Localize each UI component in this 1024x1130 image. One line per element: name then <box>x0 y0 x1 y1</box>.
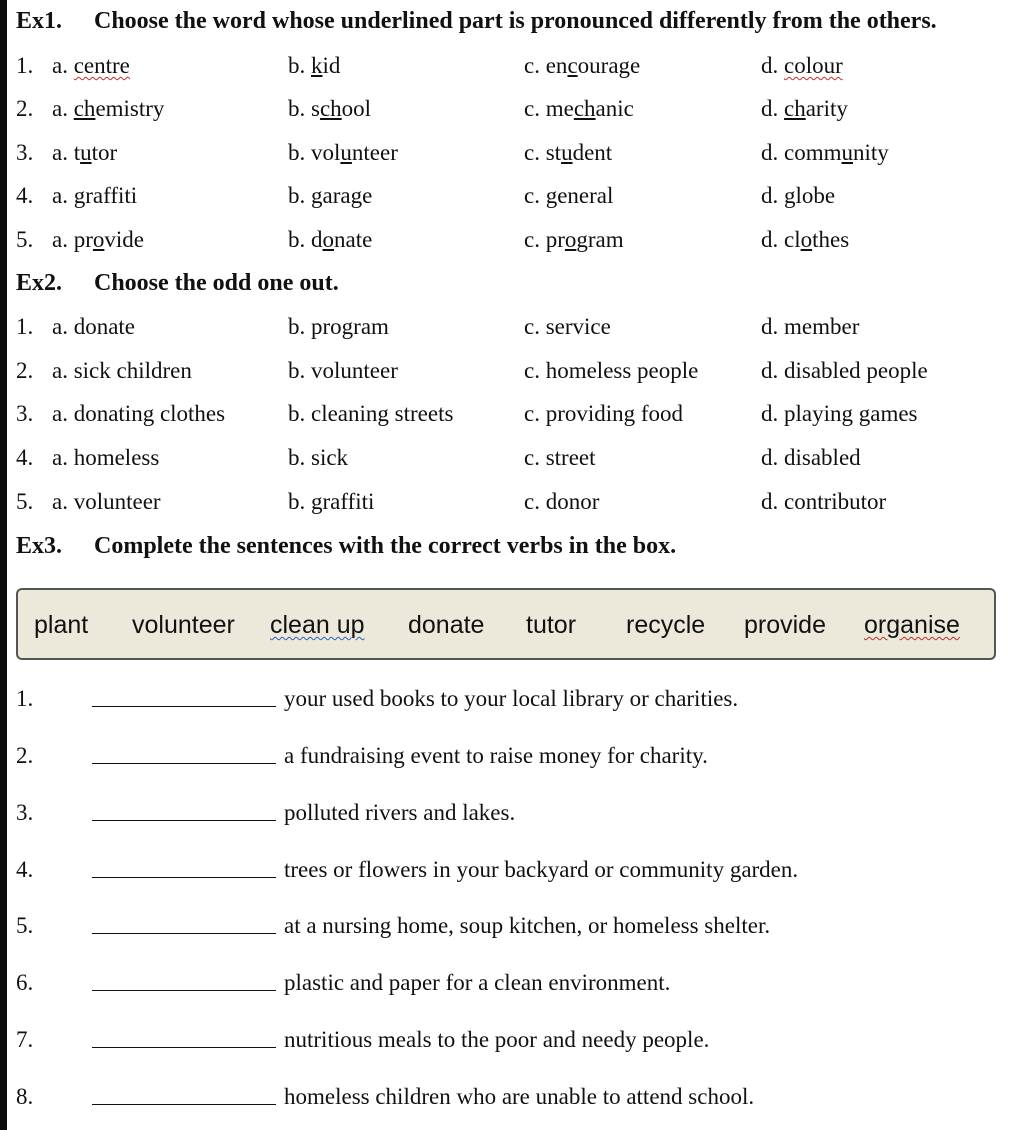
answer-option: a. volunteer <box>52 489 161 514</box>
answer-option <box>524 96 634 122</box>
word-part: s <box>311 96 320 121</box>
answer-blank <box>92 933 276 934</box>
answer-option: b. cleaning streets <box>288 401 454 426</box>
word-box-item: volunteer <box>132 611 235 639</box>
word-part: ool <box>341 96 372 121</box>
option-letter: a. <box>52 96 74 121</box>
sentence-number: 1. <box>16 686 34 711</box>
word-part: colour <box>784 53 843 78</box>
word-part: vol <box>311 140 341 165</box>
question-number: 1. <box>16 314 34 339</box>
answer-option: c. service <box>524 314 611 339</box>
word-part: cl <box>784 227 801 252</box>
option-letter: a. <box>52 183 74 208</box>
answer-option <box>288 227 372 253</box>
answer-option <box>52 227 144 253</box>
sentence-row <box>16 857 1016 889</box>
word-box-item: provide <box>744 611 826 639</box>
ex1-heading <box>16 8 937 35</box>
option-letter: a. <box>52 53 74 78</box>
answer-option <box>761 183 835 209</box>
answer-option <box>524 140 612 166</box>
sentence-row <box>16 743 1016 775</box>
word-box <box>16 588 996 660</box>
ex3-instruction: Complete the sentences with the correct verbs in the box. <box>94 533 677 559</box>
option-letter: b. <box>288 53 311 78</box>
word-box-item: clean up <box>270 611 365 639</box>
word-part: t <box>73 140 81 165</box>
answer-blank <box>92 1047 276 1048</box>
sentence-text: nutritious meals to the poor and needy people. <box>284 1027 710 1052</box>
option-letter: b. <box>288 96 311 121</box>
word-part: arity <box>805 96 848 121</box>
word-part: pr <box>545 227 565 252</box>
sentence-row <box>16 913 1016 945</box>
answer-option: d. playing games <box>761 401 918 426</box>
answer-blank <box>92 706 276 707</box>
option-letter: a. <box>52 227 74 252</box>
answer-option: a. homeless <box>52 445 160 470</box>
word-part: emistry <box>95 96 165 121</box>
answer-option <box>52 96 164 122</box>
answer-option <box>524 53 640 79</box>
answer-option: d. disabled people <box>761 358 928 383</box>
underlined-part: o <box>92 227 105 252</box>
question-number: 4. <box>16 183 34 208</box>
answer-option <box>288 53 340 79</box>
word-part: st <box>545 140 562 165</box>
word-part: anic <box>595 96 634 121</box>
option-letter: b. <box>288 183 311 208</box>
sentence-row <box>16 1027 1016 1059</box>
sentence-text: your used books to your local library or charities. <box>284 686 739 711</box>
word-part: gram <box>576 227 624 252</box>
word-part: eneral <box>557 183 614 208</box>
answer-option <box>52 183 137 209</box>
question-number: 2. <box>16 96 34 121</box>
question-row <box>16 227 1016 257</box>
word-part: raffiti <box>85 183 138 208</box>
answer-option <box>524 227 624 253</box>
answer-option: b. sick <box>288 445 349 470</box>
sentence-row <box>16 800 1016 832</box>
ex2-label: Ex2. <box>16 270 63 296</box>
question-number: 2. <box>16 358 34 383</box>
sentence-number: 3. <box>16 800 34 825</box>
word-part: nity <box>853 140 889 165</box>
sentence-row <box>16 1084 1016 1116</box>
underlined-part: g <box>784 183 796 208</box>
sentence-text: a fundraising event to raise money for charity. <box>284 743 708 768</box>
answer-option: a. donating clothes <box>52 401 226 426</box>
word-part: ourage <box>577 53 641 78</box>
question-row <box>16 140 1016 170</box>
option-letter: b. <box>288 227 311 252</box>
underlined-part: o <box>800 227 813 252</box>
word-part: thes <box>812 227 850 252</box>
underlined-part: u <box>561 140 573 165</box>
word-part: me <box>545 96 574 121</box>
word-part: vide <box>104 227 144 252</box>
underlined-part: c <box>567 53 578 78</box>
underlined-part: g <box>545 183 558 208</box>
question-number: 1. <box>16 53 34 78</box>
answer-option <box>524 183 613 209</box>
option-letter: d. <box>761 140 784 165</box>
word-part: d <box>311 227 323 252</box>
answer-option: b. program <box>288 314 389 339</box>
sentence-text: polluted rivers and lakes. <box>284 800 516 825</box>
option-letter: c. <box>524 53 546 78</box>
sentence-number: 2. <box>16 743 34 768</box>
sentence-number: 5. <box>16 913 34 938</box>
answer-option <box>761 227 849 253</box>
sentence-row <box>16 686 1016 718</box>
answer-option <box>761 140 889 166</box>
sentence-text: homeless children who are unable to attend school. <box>284 1084 755 1109</box>
answer-blank <box>92 877 276 878</box>
ex3-label: Ex3. <box>16 533 63 559</box>
question-row <box>16 401 1016 431</box>
question-row <box>16 445 1016 475</box>
answer-option <box>288 140 398 166</box>
sentence-text: at a nursing home, soup kitchen, or homeless shelter. <box>284 913 771 938</box>
left-border-bar <box>0 0 7 1130</box>
question-number: 4. <box>16 445 34 470</box>
answer-option <box>288 96 371 122</box>
answer-blank <box>92 820 276 821</box>
sentence-number: 8. <box>16 1084 34 1109</box>
option-letter: c. <box>524 140 546 165</box>
word-part: nteer <box>351 140 398 165</box>
sentence-text: plastic and paper for a clean environment. <box>284 970 671 995</box>
word-part: pr <box>73 227 93 252</box>
ex1-instruction: Choose the word whose underlined part is pronounced differently from the others. <box>94 8 937 34</box>
question-row <box>16 358 1016 388</box>
underlined-part: ch <box>319 96 342 121</box>
underlined-part: g <box>73 183 86 208</box>
answer-option: d. contributor <box>761 489 887 514</box>
question-number: 3. <box>16 401 34 426</box>
option-letter: c. <box>524 183 546 208</box>
sentence-number: 4. <box>16 857 34 882</box>
answer-option <box>761 53 843 79</box>
option-letter: c. <box>524 227 546 252</box>
answer-option: b. volunteer <box>288 358 398 383</box>
underlined-part: o <box>322 227 334 252</box>
word-part: en <box>545 53 568 78</box>
answer-option: c. street <box>524 445 596 470</box>
answer-option: d. disabled <box>761 445 861 470</box>
underlined-part: ch <box>73 96 96 121</box>
answer-blank <box>92 1104 276 1105</box>
word-part: arage <box>322 183 373 208</box>
underlined-part: k <box>311 53 323 78</box>
question-row <box>16 53 1016 83</box>
answer-option <box>761 96 848 122</box>
underlined-part: ch <box>573 96 596 121</box>
question-number: 5. <box>16 489 34 514</box>
underlined-part: o <box>564 227 577 252</box>
word-box-item: plant <box>34 611 89 639</box>
word-part: centre <box>73 53 130 78</box>
word-box-item: tutor <box>526 611 577 639</box>
answer-option: c. donor <box>524 489 600 514</box>
answer-option: a. sick children <box>52 358 192 383</box>
ex3-heading <box>16 533 676 560</box>
word-part: dent <box>572 140 613 165</box>
sentence-number: 6. <box>16 970 34 995</box>
worksheet <box>16 0 1016 1130</box>
answer-option: c. providing food <box>524 401 684 426</box>
question-row <box>16 489 1016 519</box>
underlined-part: u <box>340 140 352 165</box>
question-row <box>16 314 1016 344</box>
option-letter: c. <box>524 96 546 121</box>
option-letter: b. <box>288 140 311 165</box>
option-letter: d. <box>761 96 784 121</box>
ex2-heading <box>16 270 339 297</box>
answer-option: c. homeless people <box>524 358 699 383</box>
answer-blank <box>92 990 276 991</box>
question-number: 5. <box>16 227 34 252</box>
sentence-row <box>16 970 1016 1002</box>
answer-option: a. donate <box>52 314 136 339</box>
underlined-part: g <box>311 183 323 208</box>
question-row <box>16 183 1016 213</box>
answer-blank <box>92 763 276 764</box>
underlined-part: ch <box>784 96 806 121</box>
underlined-part: u <box>841 140 853 165</box>
answer-option: d. member <box>761 314 860 339</box>
option-letter: d. <box>761 227 784 252</box>
word-box-item: organise <box>864 611 960 639</box>
question-row <box>16 96 1016 126</box>
answer-option: b. graffiti <box>288 489 375 514</box>
underlined-part: u <box>80 140 92 165</box>
option-letter: d. <box>761 183 784 208</box>
sentence-text: trees or flowers in your backyard or community garden. <box>284 857 799 882</box>
question-number: 3. <box>16 140 34 165</box>
word-part: comm <box>784 140 842 165</box>
word-part: nate <box>334 227 373 252</box>
word-part: tor <box>91 140 118 165</box>
option-letter: d. <box>761 53 784 78</box>
ex2-instruction: Choose the odd one out. <box>94 270 339 296</box>
word-box-item: recycle <box>626 611 706 639</box>
word-part: lobe <box>795 183 836 208</box>
answer-option <box>288 183 372 209</box>
answer-option <box>52 140 117 166</box>
option-letter: a. <box>52 140 74 165</box>
sentence-number: 7. <box>16 1027 34 1052</box>
word-box-item: donate <box>408 611 485 639</box>
ex1-label: Ex1. <box>16 8 63 34</box>
word-part: id <box>322 53 341 78</box>
answer-option <box>52 53 130 79</box>
